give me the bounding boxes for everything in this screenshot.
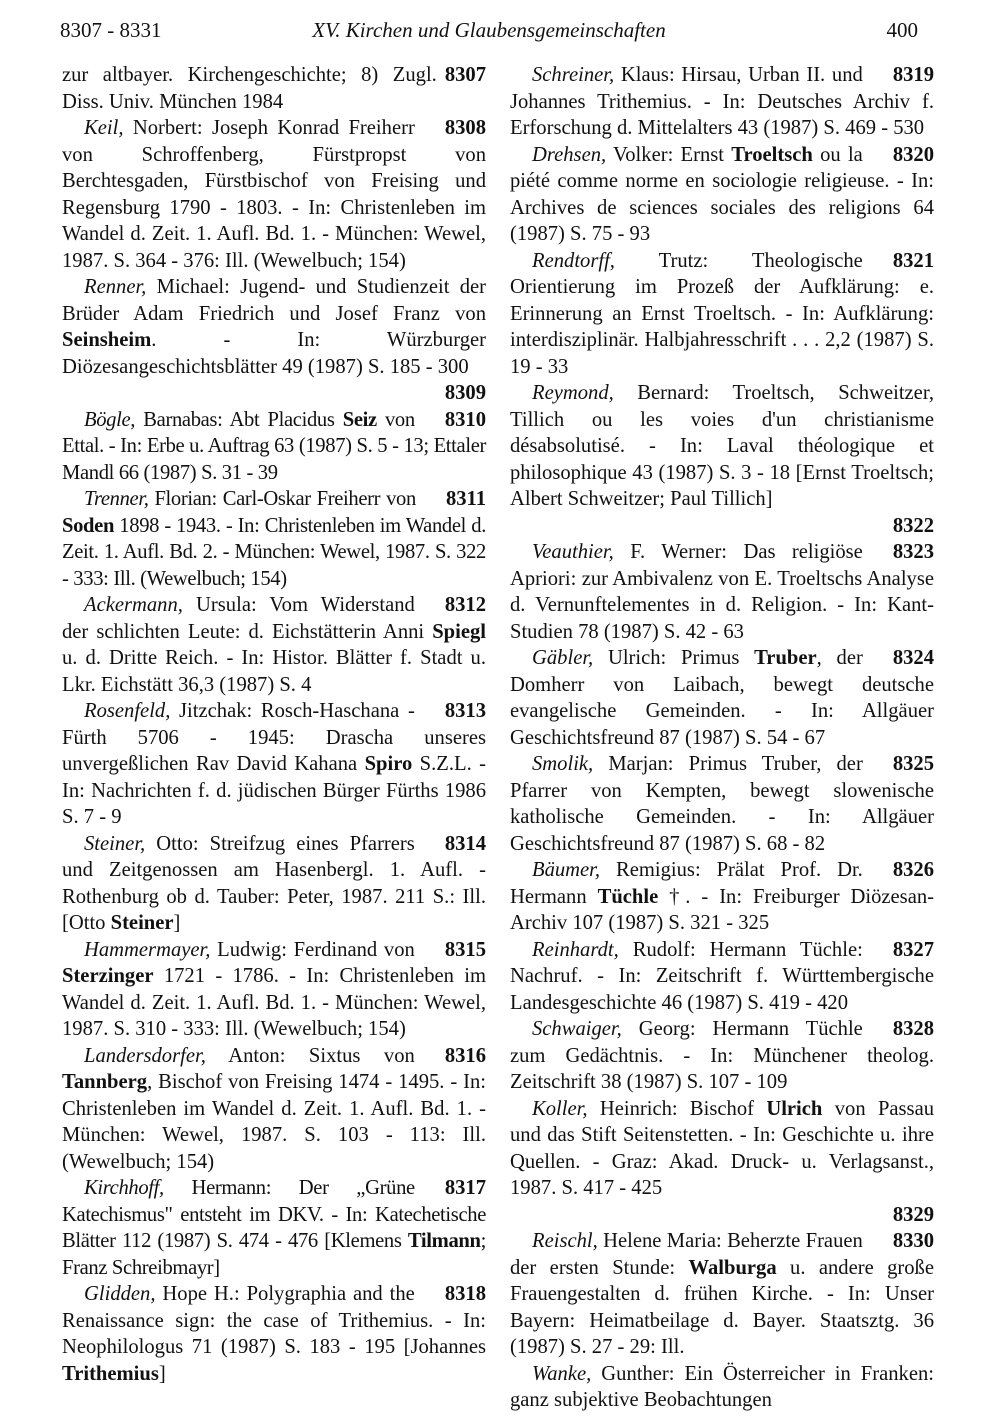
entry-number: 8326 [892, 859, 934, 881]
entry-number: 8323 [892, 541, 934, 563]
entry-author: Glidden, [84, 1283, 156, 1305]
entry-text [510, 1098, 934, 1200]
entry-author: Wanke, [532, 1362, 592, 1385]
bibliography-entry [510, 539, 934, 645]
bibliography-entry [510, 937, 934, 1017]
entry-text-segment: Rudolf: Hermann Tüchle: Nachruf. - In: Zeitschrift f. Württembergische Landesgeschichte 46 (1987) S. 419 - 420 [510, 938, 934, 1014]
entry-text-segment: Ursula: Vom Widerstand der schlichten Leute: d. Eichstätterin Anni [62, 594, 433, 643]
subject-name: Steiner [110, 912, 174, 934]
entry-text [62, 276, 486, 378]
section-title: XV. Kirchen und Glaubensgemeinschaften [312, 18, 666, 42]
subject-name: Ulrich [766, 1097, 823, 1120]
entry-text-segment: Ludwig: Ferdinand von [210, 938, 415, 961]
entry-author: Koller, [532, 1097, 588, 1120]
entry-text-segment: Bernard: Troeltsch, Schweitzer, Tillich ou les voies d'un christianisme désabsolutisé. - In: Laval théologique et philosophique 43 (1987) S. 3 - 18 [Ernst Troeltsch; Albert Schweitzer; Paul Tillich] [510, 382, 934, 510]
entry-text-segment: , Bischof von Freising 1474 - 1495. - In: Christenleben im Wandel d. Zeit. 1. Aufl. Bd. 1. - München: Wewel, 1987. S. 103 - 113: Ill. (Wewelbuch; 154) [62, 1071, 486, 1173]
subject-name: Tüchle [597, 885, 659, 908]
entry-number: 8318 [444, 1283, 486, 1305]
bibliography-entry [62, 1281, 486, 1387]
entry-text-segment: ] [173, 912, 181, 934]
entry-author: Landersdorfer, [84, 1044, 206, 1067]
bibliography-entry [62, 698, 486, 831]
entry-author: Veauthier, [532, 541, 614, 563]
entry-text-segment: Norbert: Joseph Konrad Freiherr von Schroffenberg, Fürstpropst von Berchtesgaden, Fürstbischof von Freising und Regensburg 1790 - 1803. - In: Christenleben im Wandel d. Zeit. 1. Aufl. Bd. 1. - München: Wewel, 1987. S. 364 - 376: Ill. (Wewelbuch; 154) [62, 117, 486, 272]
entry-author: Kirchhoff, [84, 1177, 164, 1199]
subject-name: Spiegl [432, 620, 486, 643]
entry-text-segment: u. andere große Frauengestalten d. frühen Kirche. - In: Unser Bayern: Heimatbeilage d. Bayer. Staatsztg. 36 (1987) S. 27 - 29: Ill. [510, 1256, 934, 1358]
entry-author: Rendtorff, [532, 249, 615, 272]
entry-number: 8315 [444, 938, 486, 961]
bibliography-entry [62, 115, 486, 274]
entry-text-segment: †. - In: Freiburger Diözesan-Archiv 107 (1987) S. 321 - 325 [510, 885, 934, 934]
entry-author: Drehsen, [532, 143, 607, 166]
entry-author: Reinhardt, [532, 938, 619, 961]
entry-author: Trenner, [84, 488, 149, 510]
bibliography-entry [510, 1361, 934, 1414]
entry-text-segment: Remigius: Prälat Prof. Dr. Hermann [510, 859, 863, 908]
bibliography-entry [510, 1096, 934, 1229]
entry-author: Steiner, [84, 832, 146, 855]
entry-text-segment: Hope H.: Polygraphia and the Renaissance sign: the case of Trithemius. - In: Neophilologus 71 (1987) S. 183 - 195 [Johannes [62, 1283, 486, 1358]
entry-range: 8307 - 8331 [60, 18, 162, 42]
entry-text-segment: u. d. Dritte Reich. - In: Histor. Blätter f. Stadt u. Lkr. Eichstätt 36,3 (1987) S. 4 [62, 647, 486, 696]
entry-author: Reischl, [532, 1230, 598, 1252]
subject-name: Sterzinger [62, 965, 154, 987]
entry-author: Keil, [84, 117, 124, 139]
entry-text-segment: Florian: Carl-Oskar Freiherr von [148, 488, 416, 510]
bibliography-entry [510, 1016, 934, 1096]
subject-name: Seiz [342, 408, 377, 431]
entry-text-segment: S.Z.L. - In: Nachrichten f. d. jüdischen Bürger Fürths 1986 S. 7 - 9 [62, 753, 486, 828]
entry-text-segment: ; Franz Schreibmayr] [62, 1230, 486, 1279]
entry-author: Hammermayer, [84, 938, 211, 961]
entry-text-segment: Volker: Ernst [606, 143, 732, 166]
bibliography-entry [510, 62, 934, 142]
entry-text-segment: ou la piété comme norme en sociologie religieuse. - In: Archives de sciences sociales des religions 64 (1987) S. 75 - 93 [510, 143, 934, 245]
entry-number: 8320 [892, 143, 934, 166]
entry-number: 8325 [892, 753, 934, 775]
subject-name: Tannberg [62, 1071, 148, 1093]
entry-number: 8313 [444, 700, 486, 722]
entry-number: 8307 [444, 64, 486, 86]
entry-author: Rosenfeld, [84, 700, 171, 722]
entry-text-segment: , der Domherr von Laibach, bewegt deutsche evangelische Gemeinden. - In: Allgäuer Geschichtsfreund 87 (1987) S. 54 - 67 [510, 647, 934, 749]
entry-number: 8330 [892, 1230, 934, 1252]
bibliography-entry [510, 248, 934, 381]
entry-text-segment: 1898 - 1943. - In: Christenleben im Wandel d. Zeit. 1. Aufl. Bd. 2. - München: Wewel, 1987. S. 322 - 333: Ill. (Wewelbuch; 154) [62, 514, 486, 590]
subject-name: Seinsheim [62, 329, 152, 351]
entry-author: Schwaiger, [532, 1018, 622, 1040]
bibliography-entry [62, 407, 486, 487]
page-number: 400 [886, 18, 918, 42]
entry-text-segment: von Ettal. - In: Erbe u. Auftrag 63 (1987) S. 5 - 13; Ettaler Mandl 66 (1987) S. 31 - 39 [62, 408, 486, 484]
bibliography-entry [62, 1175, 486, 1281]
entry-text-segment: Jitzchak: Rosch-Haschana - Fürth 5706 - 1945: Drascha unseres unvergeßlichen Rav David Kahana [62, 700, 486, 775]
entry-text-segment: Gunther: Ein Österreicher in Franken: ganz subjektive Beobachtungen [510, 1362, 934, 1411]
entry-text [62, 488, 486, 590]
entry-text-segment: Barnabas: Abt Placidus [135, 408, 343, 431]
right-column [510, 62, 934, 1414]
entry-number: 8322 [892, 514, 934, 537]
subject-name: Trithemius [62, 1362, 159, 1385]
bibliography-entry [62, 62, 486, 115]
bibliography-entry [62, 274, 486, 407]
entry-text [62, 64, 437, 113]
entry-text-segment: Michael: Jugend- und Studienzeit der Brüder Adam Friedrich und Josef Franz von [62, 276, 486, 325]
subject-name: Spiro [364, 753, 413, 775]
entry-text [510, 1363, 934, 1412]
bibliography-entry [510, 142, 934, 248]
entry-text-segment: Georg: Hermann Tüchle zum Gedächtnis. - In: Münchener theolog. Zeitschrift 38 (1987) S. 107 - 109 [510, 1018, 934, 1093]
entry-number: 8329 [892, 1203, 934, 1226]
entry-author: Smolik, [532, 753, 594, 775]
entry-text-segment: Anton: Sixtus von [205, 1044, 415, 1067]
entry-text-segment: Otto: Streifzug eines Pfarrers und Zeitgenossen am Hasenbergl. 1. Aufl. - Rothenburg ob d. Tauber: Peter, 1987. 211 S.: Ill. [Otto [62, 832, 486, 934]
entry-number: 8316 [444, 1044, 486, 1067]
entry-number: 8310 [444, 408, 486, 431]
entry-number: 8314 [444, 832, 486, 855]
bibliography-entry [510, 1228, 934, 1361]
entry-text [510, 382, 934, 510]
subject-name: Tilmann [407, 1230, 481, 1252]
entry-author: Reymond, [532, 382, 614, 404]
bibliography-entry [62, 1043, 486, 1176]
subject-name: Truber [754, 647, 817, 669]
entry-text-segment: 1721 - 1786. - In: Christenleben im Wandel d. Zeit. 1. Aufl. Bd. 1. - München: Wewel, 1987. S. 310 - 333: Ill. (Wewelbuch; 154) [62, 965, 486, 1040]
left-column [62, 62, 486, 1387]
entry-author: Bäumer, [532, 859, 601, 881]
entry-number: 8311 [445, 488, 486, 510]
entry-text-segment: ] [158, 1362, 166, 1385]
entry-number: 8328 [892, 1018, 934, 1040]
entry-number: 8319 [892, 64, 934, 86]
bibliography-entry [62, 486, 486, 592]
bibliography-entry [510, 645, 934, 751]
entry-text-segment: Klaus: Hirsau, Urban II. und Johannes Trithemius. - In: Deutsches Archiv f. Erforschung d. Mittelalters 43 (1987) S. 469 - 530 [510, 64, 934, 139]
bibliography-entry [510, 857, 934, 937]
bibliography-entry [62, 831, 486, 937]
entry-number: 8327 [892, 938, 934, 961]
entry-text-segment: F. Werner: Das religiöse Apriori: zur Ambivalenz von E. Troeltschs Analyse d. Vernunftelementes in d. Religion. - In: Kant-Studien 78 (1987) S. 42 - 63 [510, 541, 934, 643]
entry-text-segment: Marjan: Primus Truber, der Pfarrer von Kempten, bewegt slowenische katholische Gemeinden. - In: Allgäuer Geschichtsfreund 87 (1987) S. 68 - 82 [510, 753, 934, 855]
entry-text-segment: Helene Maria: Beherzte Frauen der ersten Stunde: [510, 1230, 863, 1279]
entry-text-segment: Heinrich: Bischof [587, 1097, 767, 1120]
page-header [60, 18, 918, 48]
entry-text-segment: Hermann: Der „Grüne Katechismus" entsteht im DKV. - In: Katechetische Blätter 112 (1987) S. 474 - 476 [Klemens [62, 1177, 486, 1252]
entry-author: Renner, [84, 276, 147, 298]
subject-name: Walburga [688, 1256, 777, 1279]
subject-name: Troeltsch [731, 143, 813, 166]
entry-author: Schreiner, [532, 64, 615, 86]
entry-text-segment: von Passau und das Stift Seitenstetten. - In: Geschichte u. ihre Quellen. - Graz: Akad. Druck- u. Verlagsanst., 1987. S. 417 - 425 [510, 1097, 935, 1199]
entry-text-segment: Trutz: Theologische Orientierung im Prozeß der Aufklärung: e. Erinnerung an Ernst Troeltsch. - In: Aufklärung: interdisziplinär. Halbjahresschrift . . . 2,2 (1987) S. 19 - 33 [510, 249, 934, 378]
entry-number: 8312 [444, 594, 486, 616]
entry-number: 8324 [892, 647, 934, 669]
bibliography-entry [62, 937, 486, 1043]
bibliography-entry [510, 380, 934, 539]
entry-number: 8317 [444, 1177, 486, 1199]
entry-author: Gäbler, [532, 647, 594, 669]
bibliography-entry [62, 592, 486, 698]
entry-number: 8308 [444, 117, 486, 139]
subject-name: Soden [62, 514, 115, 537]
entry-author: Ackermann, [84, 594, 183, 616]
entry-text-segment: Ulrich: Primus [593, 647, 755, 669]
entry-number: 8309 [444, 382, 486, 404]
entry-text-segment: . - In: Würzburger Diözesangeschichtsblätter 49 (1987) S. 185 - 300 [62, 329, 486, 378]
bibliography-entry [510, 751, 934, 857]
entry-author: Bögle, [84, 408, 136, 431]
entry-number: 8321 [892, 249, 934, 272]
entry-text-segment: zur altbayer. Kirchengeschichte; 8) Zugl. Diss. Univ. München 1984 [62, 64, 437, 113]
